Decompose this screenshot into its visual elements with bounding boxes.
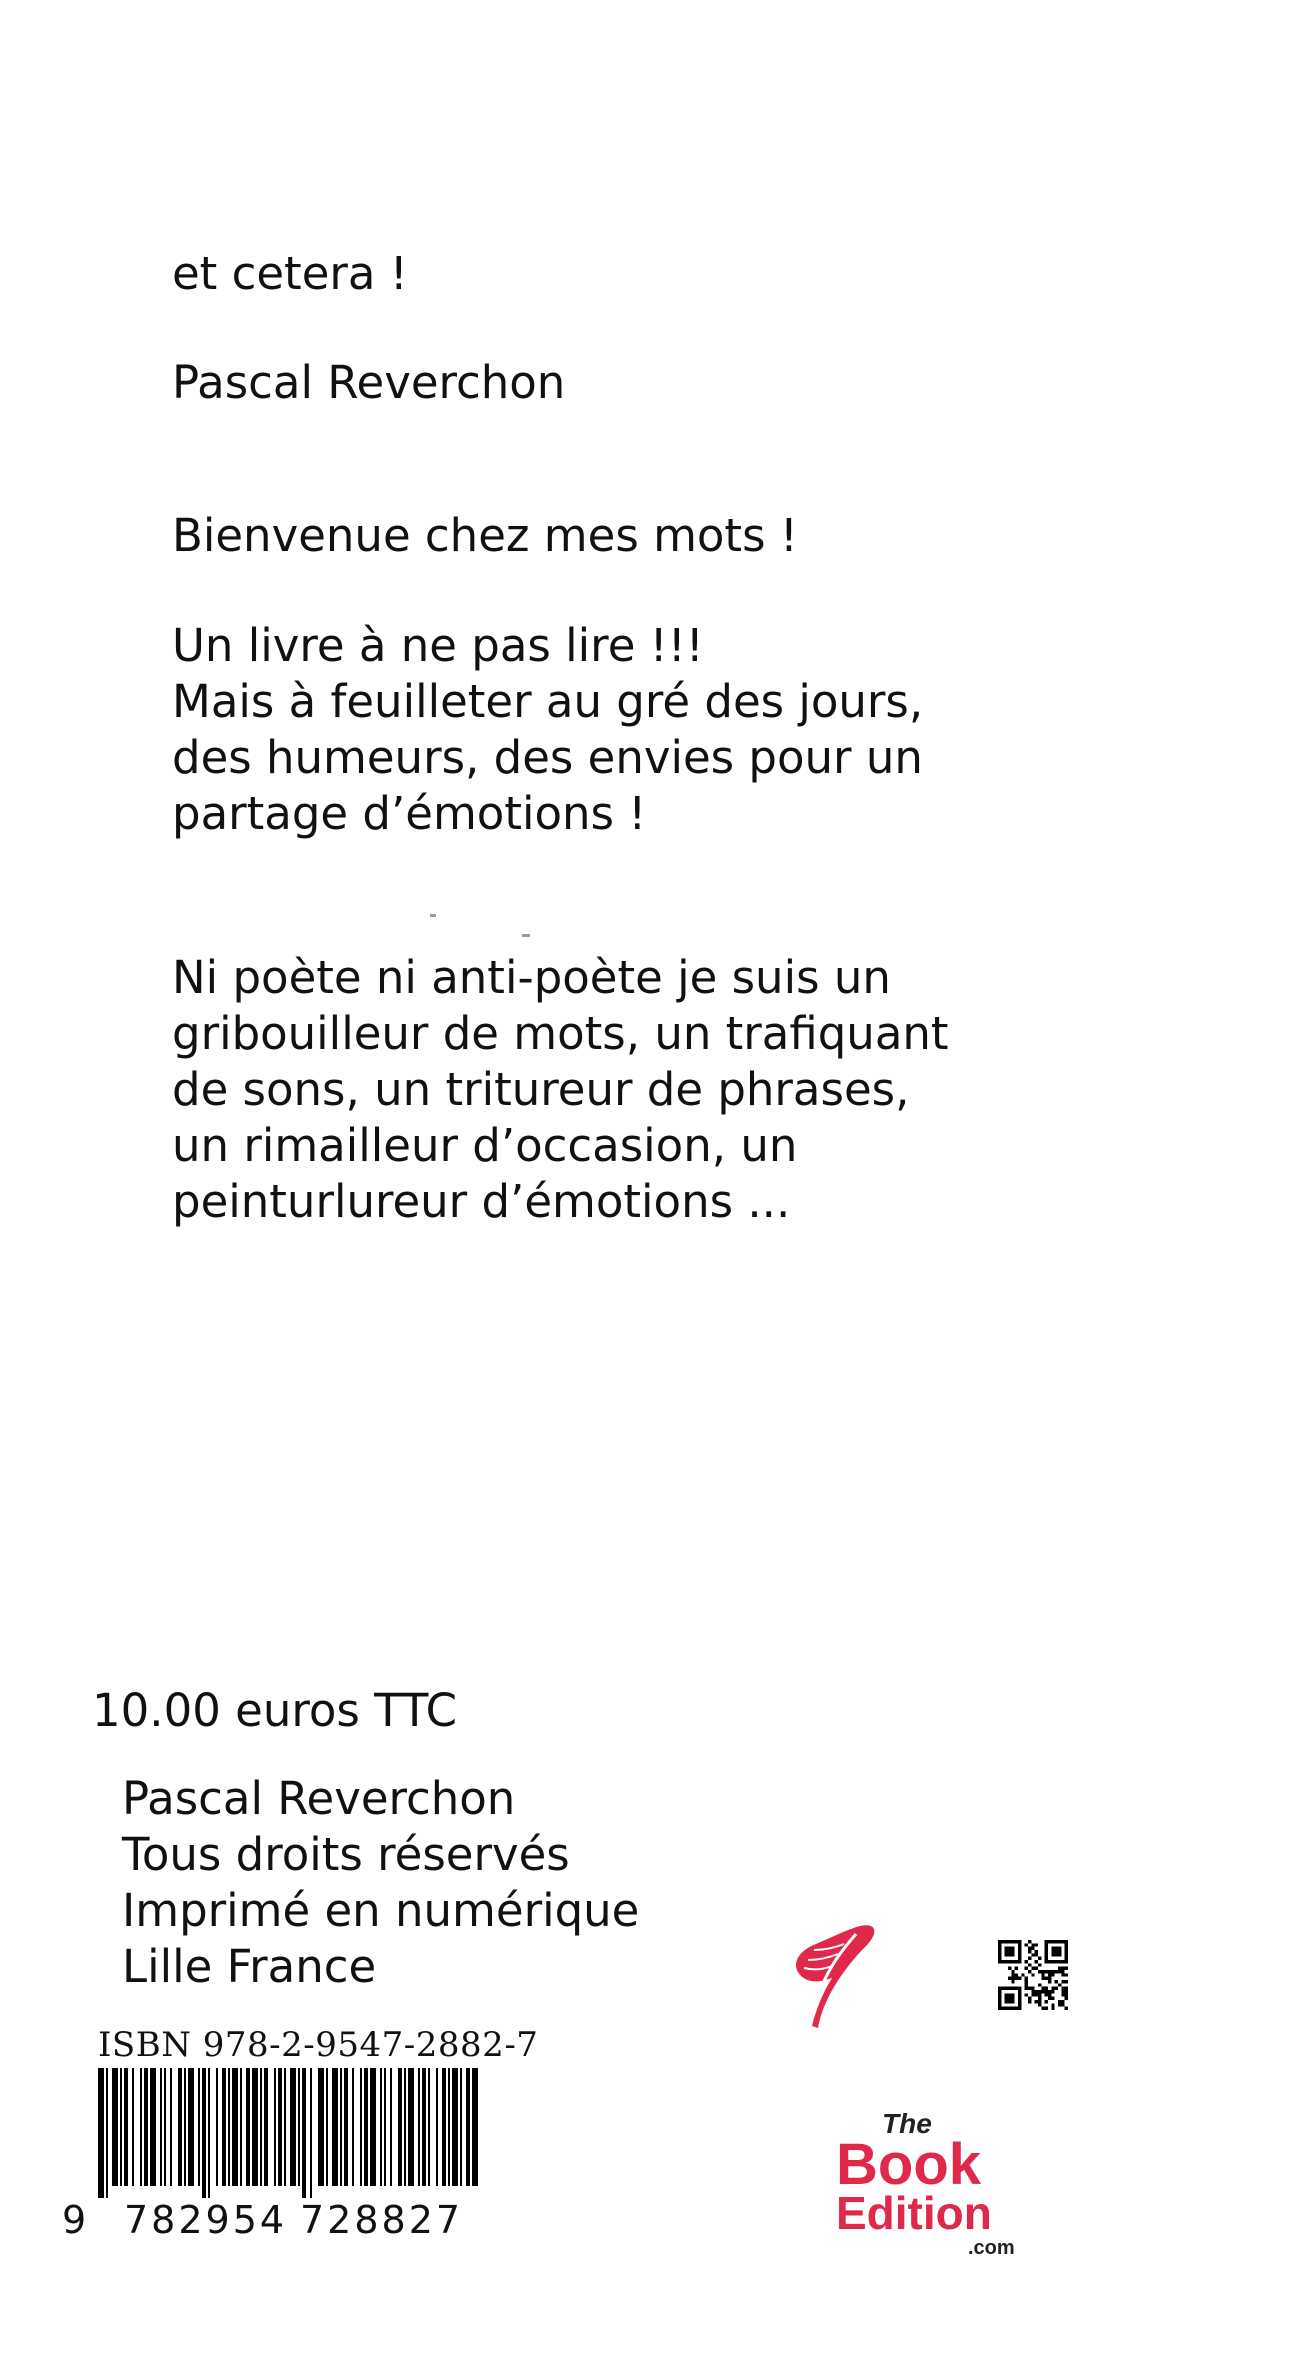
qr-module (1045, 2000, 1048, 2003)
intro-author: Pascal Reverchon (172, 356, 566, 409)
barcode-bar (232, 2068, 238, 2186)
paragraph-2-line: peinturlureur d’émotions ... (172, 1175, 791, 1228)
qr-module (1058, 2000, 1061, 2003)
qr-module (1015, 1973, 1018, 1976)
barcode-bar (326, 2068, 328, 2186)
imprint-line: Lille France (122, 1940, 377, 1993)
qr-module (1035, 1993, 1038, 1996)
qr-module (1031, 1987, 1034, 1990)
barcode-bar (106, 2068, 108, 2198)
qr-module (1035, 2000, 1038, 2003)
imprint-line: Imprimé en numérique (122, 1884, 640, 1937)
qr-module (1051, 1970, 1054, 1973)
qr-module (1038, 1963, 1041, 1966)
qr-module (1005, 1993, 1015, 2003)
barcode-bar (310, 2068, 312, 2198)
qr-module (1025, 1993, 1028, 1996)
logo-book: Book (836, 2132, 981, 2197)
paragraph-2-line: un rimailleur d’occasion, un (172, 1119, 798, 1172)
qr-module (1038, 1957, 1041, 1960)
barcode-bar (436, 2068, 438, 2186)
barcode-bar (188, 2068, 194, 2186)
ean-group-right: 728827 (300, 2198, 464, 2242)
qr-module (1025, 1980, 1028, 1983)
paragraph-2-line: Ni poète ni anti-poète je suis un (172, 951, 891, 1004)
qr-module (1011, 1980, 1014, 1983)
barcode-bar (208, 2068, 210, 2198)
paragraph-1-line: des humeurs, des envies pour un (172, 731, 923, 784)
barcode-bar (408, 2068, 414, 2186)
barcode-bar (216, 2068, 218, 2186)
qr-module (1038, 1993, 1041, 1996)
qr-module (1051, 1997, 1054, 2000)
qr-module (1061, 1990, 1064, 1993)
qr-module (1008, 1967, 1011, 1970)
barcode-bar (428, 2068, 430, 2186)
barcode-bar (198, 2068, 200, 2186)
barcode-bar (340, 2068, 342, 2186)
qr-module (1031, 1990, 1034, 1993)
barcode-bar (278, 2068, 282, 2186)
qr-module (1061, 1993, 1064, 1996)
qr-module (1035, 1960, 1038, 1963)
barcode-bar (98, 2068, 104, 2198)
barcode-bar (164, 2068, 166, 2186)
barcode-bar (332, 2068, 338, 2186)
qr-module (1028, 1940, 1031, 1943)
barcode-bar (202, 2068, 206, 2198)
paragraph-2-line: de sons, un tritureur de phrases, (172, 1063, 910, 1116)
qr-module (1048, 1993, 1051, 1996)
barcode-bar (222, 2068, 226, 2186)
qr-module (1045, 1970, 1048, 1973)
qr-module (1041, 1977, 1044, 1980)
qr-module (1025, 1983, 1028, 1986)
qr-module (1028, 1970, 1031, 1973)
qr-module (1011, 1973, 1014, 1976)
qr-module (1061, 1987, 1064, 1990)
qr-module (1058, 1967, 1061, 1970)
qr-module (1065, 1980, 1068, 1983)
qr-module (1011, 1977, 1014, 1980)
paragraph-1-line: partage d’émotions ! (172, 787, 647, 840)
intro-line: et cetera ! (172, 247, 408, 300)
barcode-bar (302, 2068, 306, 2198)
barcode-bar (404, 2068, 406, 2186)
qr-module (1051, 2007, 1054, 2010)
qr-module (1021, 1973, 1024, 1976)
qr-module (1031, 1967, 1034, 1970)
barcode-bar (112, 2068, 118, 2186)
barcode-bar (124, 2068, 128, 2186)
qr-module (1065, 1987, 1068, 1990)
barcode-bar (140, 2068, 142, 2186)
qr-module (1065, 1997, 1068, 2000)
qr-module (1061, 1970, 1064, 1973)
qr-module (1061, 1973, 1064, 1976)
barcode-bar (418, 2068, 420, 2186)
qr-module (1045, 1990, 1048, 1993)
qr-module (1025, 1987, 1028, 1990)
qr-module (1025, 1943, 1028, 1946)
qr-module (1051, 1947, 1061, 1957)
barcode-bar (246, 2068, 250, 2186)
qr-module (1055, 1970, 1058, 1973)
imprint-line: Pascal Reverchon (122, 1772, 516, 1825)
qr-module (1035, 1990, 1038, 1993)
qr-module (1038, 2003, 1041, 2006)
barcode-bar (364, 2068, 368, 2186)
qr-module (1035, 1943, 1038, 1946)
qr-module (1015, 1967, 1018, 1970)
barcode-bar (422, 2068, 426, 2186)
qr-module (1065, 1973, 1068, 1976)
qr-module (1028, 1963, 1031, 1966)
barcode-bar (390, 2068, 392, 2186)
qr-module (1041, 1973, 1044, 1976)
qr-module (1041, 1990, 1044, 1993)
qr-module (1058, 1983, 1061, 1986)
ean-first-digit: 9 (62, 2198, 87, 2242)
barcode-bar (318, 2068, 324, 2186)
qr-module (1031, 1993, 1034, 1996)
qr-module (1065, 1990, 1068, 1993)
paragraph-2-line: gribouilleur de mots, un trafiquant (172, 1007, 949, 1060)
qr-module (1008, 1977, 1011, 1980)
qr-module (1048, 1973, 1051, 1976)
qr-module (1045, 1987, 1048, 1990)
qr-module (1025, 1967, 1028, 1970)
qr-module (1048, 1970, 1051, 1973)
qr-module (1038, 1970, 1041, 1973)
publisher-logo (836, 2110, 1046, 2260)
qr-module (1048, 1977, 1051, 1980)
barcode-bar (228, 2068, 230, 2186)
barcode-bar (384, 2068, 386, 2186)
barcode-bar (274, 2068, 276, 2186)
qr-module (1051, 1987, 1054, 1990)
qr-module (1065, 2007, 1068, 2010)
imprint-line: Tous droits réservés (122, 1828, 570, 1881)
qr-module (1025, 1977, 1028, 1980)
qr-module (1028, 1987, 1031, 1990)
qr-module (1061, 2000, 1064, 2003)
barcode-bar (260, 2068, 262, 2186)
barcode-bar (442, 2068, 446, 2186)
barcode-bar (344, 2068, 348, 2186)
price: 10.00 euros TTC (92, 1684, 458, 1737)
qr-module (1028, 1947, 1031, 1950)
qr-module (1041, 1970, 1044, 1973)
qr-module (1038, 1997, 1041, 2000)
qr-module (1005, 1947, 1015, 1957)
logo-the: The (882, 2108, 932, 2139)
barcode-bar (240, 2068, 242, 2186)
imprint-block (122, 1771, 639, 1995)
qr-module (1058, 2003, 1061, 2006)
isbn-label: ISBN 978-2-9547-2882-7 (98, 2025, 539, 2065)
qr-module (1031, 1947, 1034, 1950)
barcode-bar (472, 2068, 478, 2186)
barcode-bar (264, 2068, 268, 2186)
barcode-bar (398, 2068, 402, 2186)
qr-module (1038, 2000, 1041, 2003)
qr-module (1061, 1980, 1064, 1983)
barcode-bar (252, 2068, 258, 2186)
paragraph-1-line: Mais à feuilleter au gré des jours, (172, 675, 924, 728)
barcode-bar (352, 2068, 354, 2186)
qr-module (1028, 1957, 1031, 1960)
barcode-bar (144, 2068, 148, 2186)
ean-group-left: 782954 (124, 2198, 288, 2242)
feather-icon (786, 1920, 882, 2032)
qr-module (1038, 1990, 1041, 1993)
barcode (98, 2068, 478, 2202)
barcode-bar (290, 2068, 296, 2186)
qr-module (1045, 2007, 1048, 2010)
qr-module (1048, 1980, 1051, 1983)
logo-edition: Edition (836, 2187, 992, 2239)
barcode-bar (370, 2068, 376, 2186)
qr-module (1028, 1997, 1031, 2000)
barcode-bar (448, 2068, 450, 2186)
qr-module (1038, 1983, 1041, 1986)
qr-module (1048, 1990, 1051, 1993)
qr-module (1061, 2003, 1064, 2006)
qr-module (1028, 1950, 1031, 1953)
qr-module (1055, 1987, 1058, 1990)
barcode-bar (360, 2068, 362, 2186)
qr-module (1058, 1970, 1061, 1973)
qr-module (1045, 1977, 1048, 1980)
logo-com: .com (968, 2237, 1015, 2259)
qr-module (1051, 1973, 1054, 1976)
barcode-bar (460, 2068, 462, 2186)
qr-module (1041, 1987, 1044, 1990)
barcode-bar (178, 2068, 182, 2186)
qr-module (1055, 1980, 1058, 1983)
qr-module (1031, 1953, 1034, 1956)
qr-module (1031, 1973, 1034, 1976)
barcode-bar (298, 2068, 300, 2186)
barcode-bar (120, 2068, 122, 2186)
barcode-bar (150, 2068, 156, 2186)
qr-module (1045, 1993, 1048, 1996)
qr-module (1065, 1993, 1068, 1996)
qr-module (1051, 1990, 1054, 1993)
qr-module (1035, 1967, 1038, 1970)
speck-mark (522, 934, 530, 937)
barcode-bar (380, 2068, 382, 2186)
qr-module (1051, 2003, 1054, 2006)
qr-module (1028, 2000, 1031, 2003)
speck-mark (430, 914, 436, 917)
barcode-bar (160, 2068, 162, 2186)
barcode-bar (452, 2068, 458, 2186)
qr-module (1035, 1950, 1038, 1953)
qr-module (1065, 1967, 1068, 1970)
welcome-line: Bienvenue chez mes mots ! (172, 509, 798, 562)
qr-module (1015, 1977, 1018, 1980)
qr-module (1025, 1960, 1028, 1963)
barcode-bar (170, 2068, 172, 2186)
qr-module (1061, 1967, 1064, 1970)
barcode-bar (466, 2068, 470, 2186)
qr-module (1041, 2007, 1044, 2010)
qr-module (1048, 1997, 1051, 2000)
paragraph-1-line: Un livre à ne pas lire !!! (172, 619, 704, 672)
barcode-bar (284, 2068, 286, 2186)
paragraph-2 (172, 950, 949, 1230)
qr-code (998, 1940, 1068, 2010)
barcode-bar (184, 2068, 186, 2186)
qr-module (1011, 1970, 1014, 1973)
qr-module (1018, 1977, 1021, 1980)
barcode-bar (132, 2068, 134, 2186)
paragraph-1 (172, 618, 923, 842)
qr-module (1031, 1943, 1034, 1946)
qr-module (1035, 1953, 1038, 1956)
